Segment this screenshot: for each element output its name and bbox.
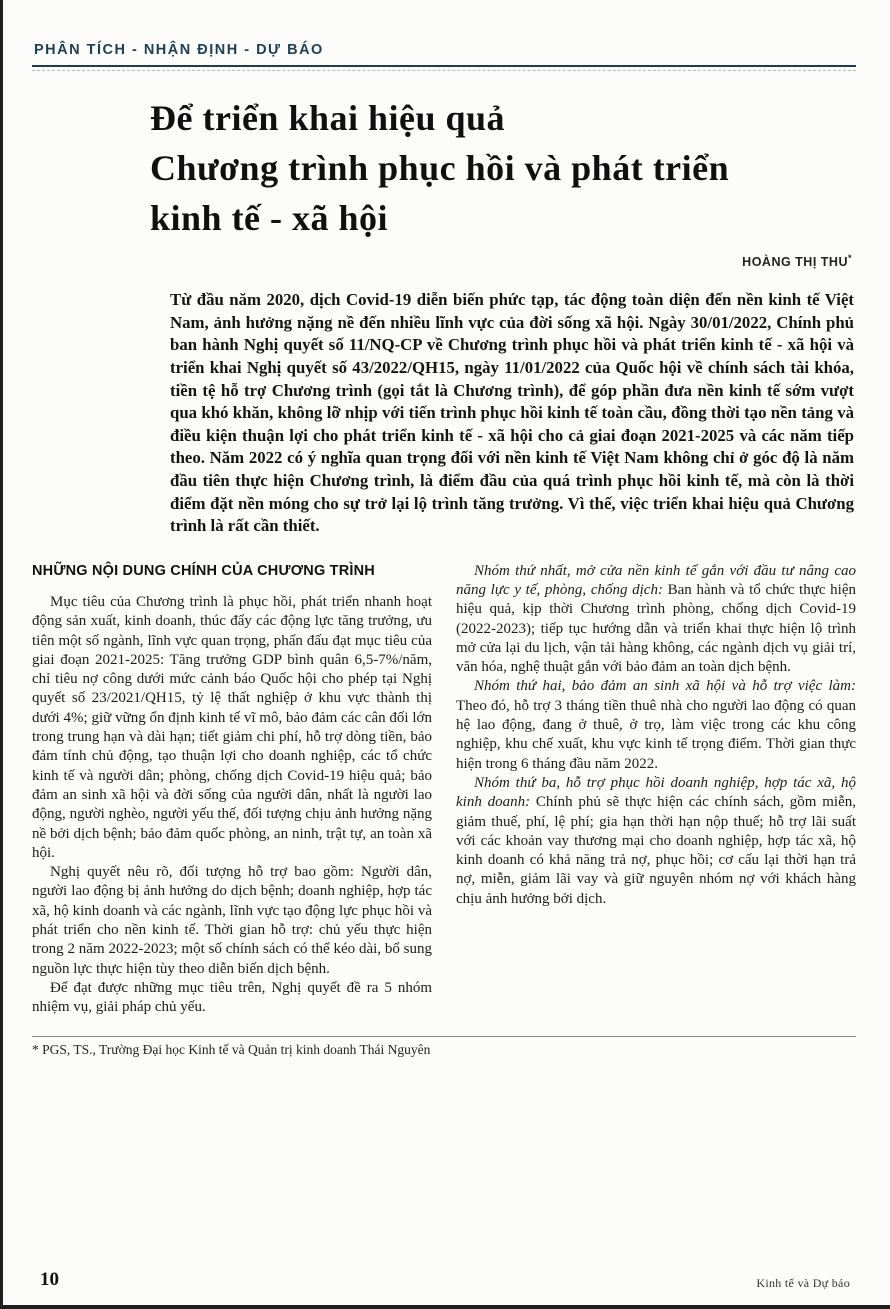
footnote: * PGS, TS., Trường Đại học Kinh tế và Quản trị kinh doanh Thái Nguyên (32, 1036, 856, 1058)
title-line-3: kinh tế - xã hội (150, 198, 389, 238)
column-left (32, 562, 432, 1018)
paragraph-rest: Chính phủ sẽ thực hiện các chính sách, gồm miễn, giảm thuế, phí, lệ phí; gia hạn thời hạn nộp thuế; hỗ trợ lãi suất với các khoản vay thương mại cho doanh nghiệp, hợp tác xã, hộ kinh doanh có khả năng trả nợ, phục hồi; cơ cấu lại thời hạn trả nợ, miễn, giảm lãi vay và giữ nguyên nhóm nợ với khách hàng chịu ảnh hưởng bởi dịch. (456, 794, 856, 907)
paragraph (456, 774, 856, 909)
author-name: HOÀNG THỊ THU (742, 255, 848, 270)
byline (32, 253, 852, 269)
article-body (32, 562, 856, 1018)
author-footnote-marker: * (847, 253, 852, 263)
abstract: Từ đầu năm 2020, dịch Covid-19 diễn biến phức tạp, tác động toàn diện đến nền kinh tế Việt Nam, ảnh hưởng nặng nề đến nhiều lĩnh vực của đời sống xã hội. Ngày 30/01/2022, Chính phủ ban hành Nghị quyết số 11/NQ-CP về Chương trình phục hồi và phát triển kinh tế - xã hội và triển khai Nghị quyết số 43/2022/QH15, ngày 11/01/2022 của Quốc hội về chính sách tài khóa, tiền tệ hỗ trợ Chương trình (gọi tắt là Chương trình), để góp phần đưa nền kinh tế sớm vượt qua khó khăn, không lỡ nhịp với tiến trình phục hồi kinh tế toàn cầu, đồng thời tạo nền tảng và điều kiện thuận lợi cho phát triển kinh tế - xã hội cho cả giai đoạn 2021-2025 và các năm tiếp theo. Năm 2022 có ý nghĩa quan trọng đối với nền kinh tế Việt Nam không chỉ ở góc độ là năm đầu tiên thực hiện Chương trình, là điểm đầu của quá trình phục hồi kinh tế, mà còn là thời điểm đặt nền móng cho sự trở lại lộ trình tăng trưởng. Vì thế, việc triển khai hiệu quả Chương trình là rất cần thiết. (170, 290, 854, 536)
paragraph: Nghị quyết nêu rõ, đối tượng hỗ trợ bao gồm: Người dân, người lao động bị ảnh hưởng do dịch bệnh; doanh nghiệp, hợp tác xã, hộ kinh doanh và các ngành, lĩnh vực tạo động lực phục hồi và phát triển cho nền kinh tế. Thời gian hỗ trợ: chủ yếu thực hiện trong 2 năm 2022-2023; một số chính sách có thể kéo dài, bổ sung nguồn lực thực hiện tùy theo diễn biến dịch bệnh. (32, 864, 432, 977)
title-line-1: Để triển khai hiệu quả (150, 98, 506, 138)
scan-edge-left (0, 0, 3, 1309)
title-line-2: Chương trình phục hồi và phát triển (150, 148, 730, 188)
paragraph (456, 562, 856, 678)
scan-edge-bottom (0, 1305, 890, 1309)
paragraph-lead: Nhóm thứ hai, bảo đảm an sinh xã hội và hỗ trợ việc làm: (474, 678, 856, 695)
article-title (150, 93, 856, 243)
journal-name: Kinh tế và Dự báo (756, 1276, 850, 1290)
paragraph (456, 677, 856, 773)
header-rule (32, 65, 856, 71)
column-right (456, 562, 856, 1018)
section-kicker: PHÂN TÍCH - NHẬN ĐỊNH - DỰ BÁO (34, 42, 324, 58)
paragraph-rest: Ban hành và tổ chức thực hiện hiệu quả, kịp thời Chương trình phòng, chống dịch Covid-19 (2022-2023); tiếp tục hướng dẫn và triển khai thực hiện lộ trình mở cửa lại du lịch, vận tải hàng không, các ngành dịch vụ giải trí, văn hóa, nghệ thuật gắn với bảo đảm an toàn dịch bệnh. (456, 581, 857, 676)
page-footer (32, 1263, 856, 1293)
paragraph: Mục tiêu của Chương trình là phục hồi, phát triển nhanh hoạt động sản xuất, kinh doanh, thúc đẩy các động lực tăng trưởng, ưu tiên một số ngành, lĩnh vực quan trọng, phấn đấu đạt mục tiêu của giai đoạn 2021-2025: Tăng trưởng GDP bình quân 6,5-7%/năm, chỉ tiêu nợ công dưới mức cảnh báo Quốc hội cho phép tại Nghị quyết số 23/2021/QH15, tỷ lệ thất nghiệp ở khu vực thành thị dưới 4%; giữ vững ổn định kinh tế vĩ mô, bảo đảm các cân đối lớn trong trung hạn và dài hạn; tiết giảm chi phí, hỗ trợ dòng tiền, bảo đảm tính chủ động, tạo thuận lợi cho doanh nghiệp, các tổ chức kinh tế và người dân; phòng, chống dịch Covid-19 hiệu quả; bảo đảm an sinh xã hội và đời sống của người dân, nhất là người lao động, người nghèo, người yếu thế, đối tượng chịu ảnh hưởng nặng nề bởi dịch bệnh; bảo đảm quốc phòng, an ninh, trật tự, an toàn xã hội. (32, 593, 432, 861)
section-heading: NHỮNG NỘI DUNG CHÍNH CỦA CHƯƠNG TRÌNH (32, 562, 375, 579)
paragraph-rest: Theo đó, hỗ trợ 3 tháng tiền thuê nhà cho người lao động có quan hệ lao động, đang ở thuê, ở trọ, làm việc trong các khu công nghiệp, khu chế xuất, khu vực kinh tế trọng điểm. Thời gian thực hiện trong 6 tháng đầu năm 2022. (456, 697, 856, 772)
page-header (32, 42, 856, 71)
paragraph-lead: Nhóm thứ ba, hỗ trợ phục hồi doanh nghiệp, hợp tác xã, hộ kinh doanh: (456, 774, 856, 811)
paragraph-lead: Nhóm thứ nhất, mở cửa nền kinh tế gắn với đầu tư nâng cao năng lực y tế, phòng, chống dịch: (456, 562, 856, 598)
paragraph: Để đạt được những mục tiêu trên, Nghị quyết đề ra 5 nhóm nhiệm vụ, giải pháp chủ yếu. (32, 979, 432, 1016)
page-number: 10 (40, 1269, 59, 1290)
